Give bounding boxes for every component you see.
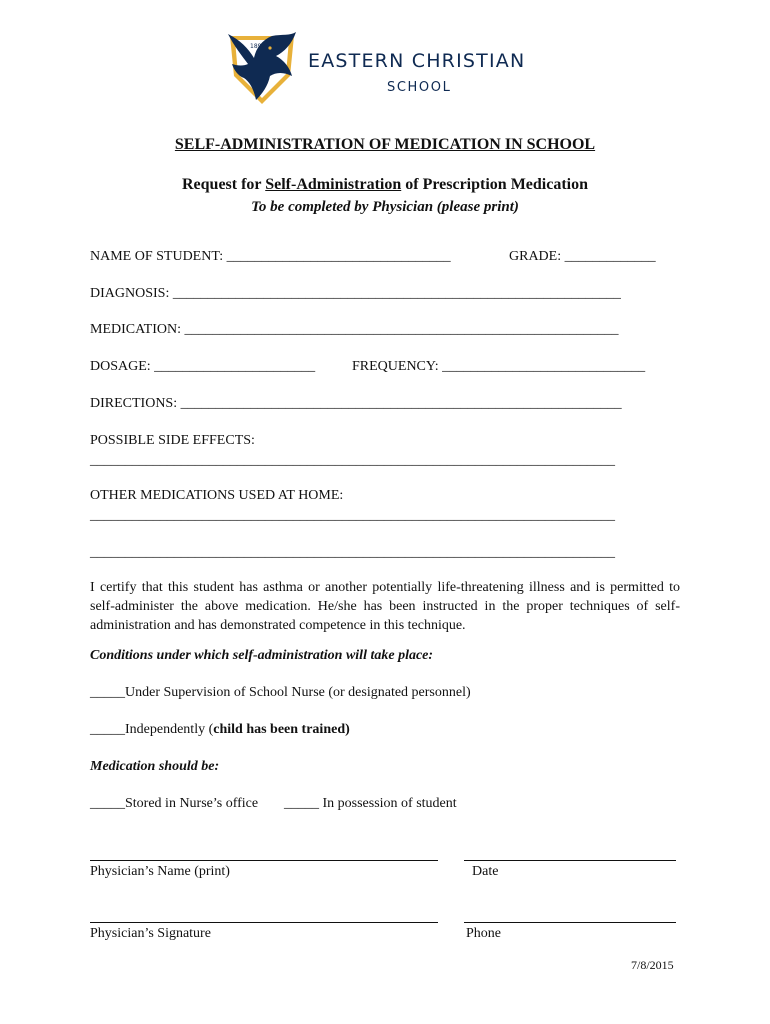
medication-heading: Medication should be: <box>90 759 220 774</box>
eagle-crest-icon <box>226 30 298 106</box>
physician-name-label: Physician’s Name (print) <box>90 864 230 879</box>
school-name-sub: SCHOOL <box>387 80 452 95</box>
form-subtitle: Request for Self-Administration of Prescription Medication <box>181 176 589 193</box>
other-meds-label: OTHER MEDICATIONS USED AT HOME: <box>90 488 344 503</box>
date-label: Date <box>472 864 499 879</box>
possession-option[interactable]: _____ In possession of student <box>284 796 457 811</box>
other-meds-line-2[interactable]: ___________________________________________________________________________ <box>90 545 615 560</box>
page-title: SELF-ADMINISTRATION OF MEDICATION IN SCHOOL <box>174 136 596 153</box>
frequency-field[interactable]: FREQUENCY: _____________________________ <box>352 359 646 374</box>
medication-field[interactable]: MEDICATION: ______________________________________________________________ <box>90 322 619 337</box>
grade-field[interactable]: GRADE: _____________ <box>509 249 656 264</box>
independent-option[interactable]: _____Independently (child has been trained) <box>90 722 350 737</box>
stored-option[interactable]: _____Stored in Nurse’s office <box>90 796 259 811</box>
side-effects-label: POSSIBLE SIDE EFFECTS: <box>90 433 255 448</box>
diagnosis-field[interactable]: DIAGNOSIS: ________________________________________________________________ <box>90 286 621 301</box>
school-name: EASTERN CHRISTIAN <box>308 50 526 72</box>
directions-field[interactable]: DIRECTIONS: _______________________________________________________________ <box>90 396 622 411</box>
footer-date: 7/8/2015 <box>631 958 674 972</box>
student-name-field[interactable]: NAME OF STUDENT: ________________________________ <box>90 249 451 264</box>
other-meds-line-1[interactable]: ___________________________________________________________________________ <box>90 508 615 523</box>
school-logo <box>226 30 556 110</box>
supervision-option[interactable]: _____Under Supervision of School Nurse (or designated personnel) <box>90 685 471 700</box>
dosage-field[interactable]: DOSAGE: _______________________ <box>90 359 316 374</box>
side-effects-line[interactable]: ___________________________________________________________________________ <box>90 453 615 468</box>
certification-text: I certify that this student has asthma or another potentially life-threatening illness and is permitted to self-administer the above medication. He/she has been instructed in the proper techniques of self-administration and has demonstrated competence in this technique. <box>90 580 680 633</box>
physician-signature-line[interactable] <box>90 922 438 923</box>
crest-year: 1892 <box>250 43 266 50</box>
physician-name-line[interactable] <box>90 860 438 861</box>
phone-label: Phone <box>466 926 501 941</box>
physician-signature-label: Physician’s Signature <box>90 926 211 941</box>
form-instruction: To be completed by Physician (please print) <box>251 199 519 215</box>
phone-line[interactable] <box>464 922 676 923</box>
conditions-heading: Conditions under which self-administration will take place: <box>90 648 434 663</box>
date-line[interactable] <box>464 860 676 861</box>
